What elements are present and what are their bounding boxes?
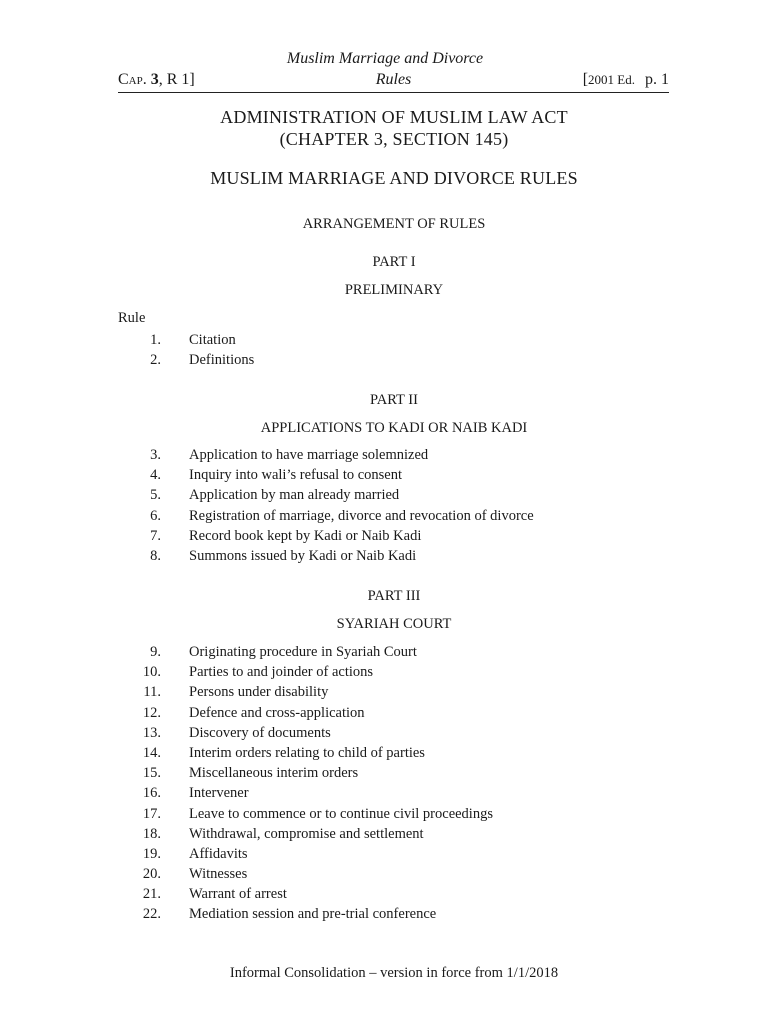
edition-label: 2001 Ed. <box>588 72 635 87</box>
running-header-subtitle: Rules <box>375 71 412 88</box>
rule-list <box>0 445 770 566</box>
rule-title: Interim orders relating to child of parties <box>189 744 425 761</box>
rule-title: Citation <box>189 332 236 348</box>
rule-number: 20. <box>142 866 161 883</box>
rule-entry <box>0 844 770 864</box>
rule-list <box>0 642 770 925</box>
edition-page-reference: [2001 Ed. p. 1 <box>582 71 669 88</box>
part-heading: SYARIAH COURT <box>336 616 452 632</box>
rule-entry <box>0 506 770 526</box>
rule-title: Application by man already married <box>189 487 400 504</box>
rule-number: 6. <box>150 507 161 524</box>
rule-number: 22. <box>142 906 161 923</box>
rule-number: 2. <box>150 352 161 369</box>
part-label: PART II <box>370 392 418 408</box>
rule-title: Leave to commence or to continue civil proceedings <box>189 805 493 822</box>
rule-entry <box>0 723 770 743</box>
rule-entry <box>0 763 770 783</box>
part-heading: PRELIMINARY <box>344 282 444 298</box>
page-number: p. 1 <box>645 71 669 88</box>
rule-title: Persons under disability <box>189 684 329 701</box>
rules-title: MUSLIM MARRIAGE AND DIVORCE RULES <box>210 168 578 188</box>
rule-number: 16. <box>142 785 161 802</box>
rule-title: Affidavits <box>189 845 248 862</box>
part-label: PART III <box>367 588 421 604</box>
rule-number: 19. <box>142 845 161 862</box>
running-header <box>118 70 669 93</box>
part-label: PART I <box>372 254 416 270</box>
rule-title: Intervener <box>189 785 249 802</box>
rule-entry <box>0 642 770 662</box>
rule-entry <box>0 804 770 824</box>
rule-number: 21. <box>142 886 161 903</box>
rule-title: Originating procedure in Syariah Court <box>189 644 417 660</box>
rule-number: 5. <box>150 487 161 504</box>
rule-title: Mediation session and pre-trial conference <box>189 906 437 923</box>
rule-number: 10. <box>142 664 161 681</box>
rule-title: Parties to and joinder of actions <box>189 664 374 681</box>
rule-entry <box>0 485 770 505</box>
rule-number: 13. <box>142 724 161 741</box>
rule-title: Withdrawal, compromise and settlement <box>189 825 424 842</box>
rule-entry <box>0 682 770 702</box>
chapter-reference: Cap. 3, R 1] <box>118 71 195 88</box>
rule-title: Discovery of documents <box>189 724 331 741</box>
rule-entry <box>0 445 770 465</box>
rule-number: 12. <box>142 704 161 721</box>
rule-entry <box>0 783 770 803</box>
rule-number: 11. <box>143 684 161 701</box>
rule-title: Miscellaneous interim orders <box>189 765 359 782</box>
rule-number: 14. <box>142 744 161 761</box>
rule-title: Registration of marriage, divorce and revocation of divorce <box>189 507 534 524</box>
rule-title: Application to have marriage solemnized <box>189 447 429 463</box>
rule-number: 17. <box>142 805 161 822</box>
rule-title: Witnesses <box>189 866 248 883</box>
rule-entry <box>0 884 770 904</box>
rule-number: 7. <box>150 527 161 544</box>
rule-title: Inquiry into wali’s refusal to consent <box>189 467 403 484</box>
rule-entry <box>0 904 770 924</box>
rule-entry <box>0 662 770 682</box>
rule-column-label: Rule <box>118 310 146 326</box>
page-footer: Informal Consolidation – version in force from 1/1/2018 <box>229 965 559 981</box>
rule-title: Defence and cross-application <box>189 704 365 721</box>
rule-entry <box>0 526 770 546</box>
rule-title: Definitions <box>189 352 255 369</box>
rule-number: 15. <box>142 765 161 782</box>
rule-number: 1. <box>150 332 161 348</box>
rule-entry <box>0 330 770 350</box>
rule-entry <box>0 546 770 566</box>
rule-entry <box>0 465 770 485</box>
rule-entry <box>0 350 770 370</box>
arrangement-title: ARRANGEMENT OF RULES <box>302 216 486 232</box>
rule-title: Summons issued by Kadi or Naib Kadi <box>189 547 417 564</box>
part-heading: APPLICATIONS TO KADI OR NAIB KADI <box>260 420 528 436</box>
rule-number: 8. <box>150 547 161 564</box>
rule-title: Warrant of arrest <box>189 886 287 903</box>
rule-list <box>0 330 770 370</box>
rule-entry <box>0 703 770 723</box>
rule-number: 18. <box>142 825 161 842</box>
act-title: ADMINISTRATION OF MUSLIM LAW ACT (CHAPTER 3, SECTION 145) <box>220 107 568 149</box>
rule-entry <box>0 824 770 844</box>
rule-entry <box>0 743 770 763</box>
running-header-title: Muslim Marriage and Divorce <box>286 50 484 67</box>
rule-number: 9. <box>150 644 161 660</box>
rule-number: 3. <box>150 447 161 463</box>
rule-entry <box>0 864 770 884</box>
rule-title: Record book kept by Kadi or Naib Kadi <box>189 527 422 544</box>
rule-number: 4. <box>150 467 161 484</box>
